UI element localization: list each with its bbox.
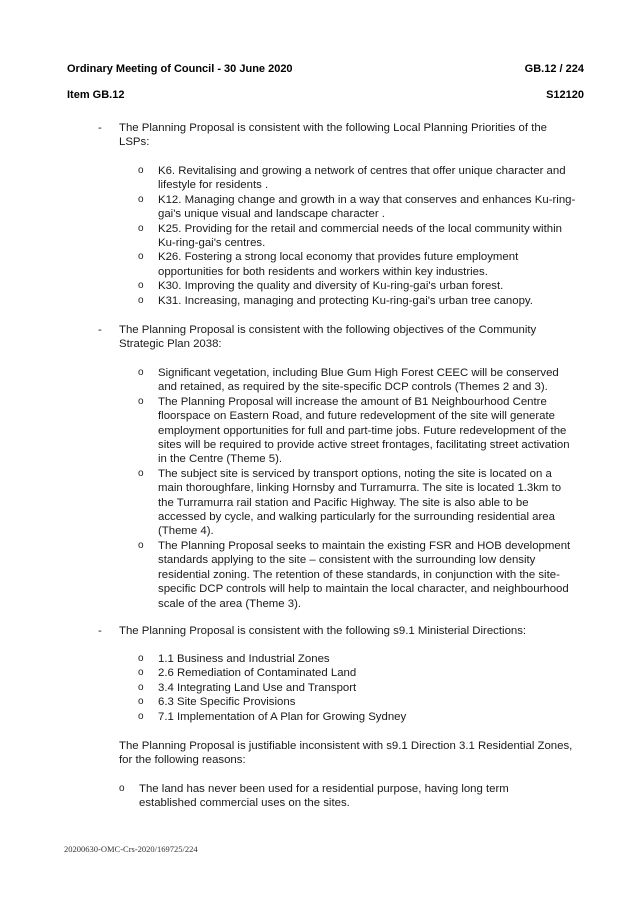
list-item-text: K6. Revitalising and growing a network of centres that offer unique character and lifestyle for residents .: [158, 165, 566, 192]
list-item-text: 6.3 Site Specific Provisions: [158, 696, 296, 709]
bullet-marker: o: [138, 539, 144, 551]
list-item: [138, 294, 578, 308]
list-item-text: 7.1 Implementation of A Plan for Growing Sydney: [158, 710, 407, 723]
list-item: [138, 681, 578, 695]
list-item: [138, 666, 578, 680]
list-item-text: K12. Managing change and growth in a way that conserves and enhances Ku-ring-gai's unique visual and landscape character .: [158, 193, 576, 221]
justification-paragraph: The Planning Proposal is justifiable inconsistent with s9.1 Direction 3.1 Residential Zones, for the following reasons:: [119, 740, 573, 767]
page-header: [67, 63, 584, 75]
list-item-text: The Planning Proposal will increase the amount of B1 Neighbourhood Centre floorspace on Eastern Road, and future redevelopment of the site will generate employment opportunities for full and part-time jobs. Future redevelopment of the sites will be required to provide active street frontages, facilitating street activation in the Centre (Theme 5).: [158, 395, 570, 466]
list-item-text: 3.4 Integrating Land Use and Transport: [158, 681, 357, 694]
list-item-text: Significant vegetation, including Blue Gum High Forest CEEC will be conserved and retained, as required by the site-specific DCP controls (Themes 2 and 3).: [158, 367, 559, 394]
section-intro: The Planning Proposal is consistent with the following Local Planning Priorities of the LSPs:: [119, 122, 548, 149]
bullet-marker: o: [138, 667, 144, 679]
item-number: Item GB.12: [67, 89, 125, 101]
bullet-marker: o: [138, 165, 144, 176]
list-item: [138, 695, 578, 709]
page-reference: GB.12 / 224: [524, 63, 584, 75]
meeting-title: Ordinary Meeting of Council - 30 June 2020: [67, 63, 293, 75]
list-item: [138, 539, 578, 611]
dash-marker: -: [98, 324, 102, 336]
bullet-marker: o: [138, 653, 144, 664]
bullet-marker: o: [138, 280, 144, 292]
bullet-marker: o: [138, 696, 144, 708]
dash-marker: -: [98, 122, 102, 134]
csp-objective-list: [138, 366, 578, 611]
bullet-marker: o: [138, 467, 144, 479]
list-item: [138, 193, 578, 222]
bullet-marker: o: [138, 710, 144, 722]
list-item-text: The land has never been used for a residential purpose, having long term established commercial uses on the sites.: [139, 783, 509, 810]
list-item: [138, 279, 578, 293]
ministerial-direction-list: [138, 652, 578, 724]
section-ministerial-directions: [98, 624, 578, 638]
bullet-marker: o: [138, 367, 144, 378]
section-intro: The Planning Proposal is consistent with the following objectives of the Community Strategic Plan 2038:: [119, 324, 537, 351]
list-item-text: K30. Improving the quality and diversity of Ku-ring-gai's urban forest.: [158, 280, 504, 293]
list-item: [138, 164, 578, 193]
bullet-marker: o: [138, 294, 144, 306]
bullet-marker: o: [138, 395, 144, 407]
document-footer-reference: 20200630-OMC-Crs-2020/169725/224: [64, 844, 198, 854]
bullet-marker: o: [119, 783, 125, 794]
item-header: [67, 89, 584, 101]
list-item: [138, 652, 578, 666]
list-item-text: 1.1 Business and Industrial Zones: [158, 653, 330, 665]
list-item-text: K25. Providing for the retail and commercial needs of the local community within Ku-ring-gai's centres.: [158, 222, 562, 250]
list-item: [138, 710, 578, 724]
section-lsp-priorities: [98, 121, 578, 150]
bullet-marker: o: [138, 193, 144, 205]
list-item: [138, 467, 578, 539]
list-item: [138, 395, 578, 467]
section-community-strategic-plan: [98, 323, 578, 352]
list-item-text: The Planning Proposal seeks to maintain the existing FSR and HOB development standards applying to the site – consistent with the surrounding low density residential zoning. The retention of these standards, in conjunction with the site-specific DCP controls will help to maintain the local character, and neighbourhood scale of the area (Theme 3).: [158, 539, 571, 610]
list-item: [138, 222, 578, 251]
section-intro: The Planning Proposal is consistent with the following s9.1 Ministerial Directions:: [119, 625, 527, 637]
file-reference: S12120: [546, 89, 584, 101]
lsp-priority-list: [138, 164, 578, 308]
dash-marker: -: [98, 625, 102, 637]
bullet-marker: o: [138, 681, 144, 693]
list-item-text: K26. Fostering a strong local economy that provides future employment opportunities for both residents and workers within key industries.: [158, 251, 519, 278]
reasons-list: [119, 782, 559, 811]
list-item: [138, 250, 578, 279]
list-item-text: K31. Increasing, managing and protecting Ku-ring-gai's urban tree canopy.: [158, 294, 533, 307]
bullet-marker: o: [138, 222, 144, 234]
bullet-marker: o: [138, 251, 144, 263]
list-item: [119, 782, 559, 811]
list-item-text: 2.6 Remediation of Contaminated Land: [158, 667, 357, 680]
list-item: [138, 366, 578, 395]
list-item-text: The subject site is serviced by transport options, noting the site is located on a main thoroughfare, linking Hornsby and Turramurra. The site is located 1.3km to the Turramurra rail station and Pacific Highway. The site is also able to be accessed by cycle, and walking particularly for the surrounding residential area (Theme 4).: [158, 467, 562, 538]
